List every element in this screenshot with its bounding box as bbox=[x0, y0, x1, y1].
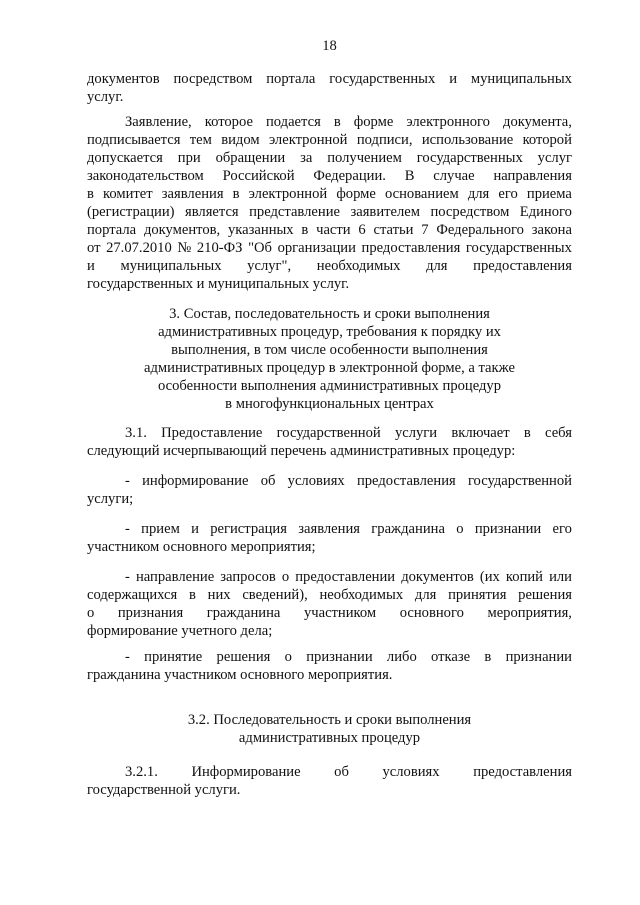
section-3-heading-line-4: административных процедур в электронной форме, а также bbox=[144, 360, 515, 376]
word: законодательством bbox=[87, 168, 204, 184]
word: в bbox=[333, 114, 341, 130]
word: его bbox=[552, 521, 572, 537]
word: предоставления bbox=[361, 240, 461, 256]
word: предоставления bbox=[356, 473, 456, 489]
word: информирование bbox=[142, 473, 249, 489]
para-3-2-1-line-1 bbox=[125, 763, 572, 781]
word: приема bbox=[526, 186, 572, 202]
word: о bbox=[456, 521, 464, 537]
word: услуг", bbox=[247, 258, 292, 274]
word: о bbox=[87, 605, 95, 621]
word: которой bbox=[522, 132, 572, 148]
list-item-3-line-4: формирование учетного дела; bbox=[87, 623, 273, 639]
para-application-line-9 bbox=[87, 257, 572, 275]
word: электронной bbox=[268, 132, 348, 148]
word: принятия bbox=[448, 587, 507, 603]
word: В bbox=[404, 168, 415, 184]
word: обращении bbox=[215, 150, 286, 166]
para-application-line-3 bbox=[87, 149, 572, 167]
word: или bbox=[549, 569, 572, 585]
word: электронного bbox=[406, 114, 490, 130]
word: условиях bbox=[287, 473, 345, 489]
word: решения bbox=[216, 649, 271, 665]
word: 7 bbox=[421, 222, 429, 238]
word: отказе bbox=[431, 649, 471, 665]
word: посредством bbox=[173, 71, 253, 87]
section-3-heading-line-5: особенности выполнения административных процедур bbox=[157, 378, 502, 394]
word: в bbox=[232, 186, 240, 202]
word: государственных bbox=[329, 71, 436, 87]
word: основного bbox=[399, 605, 464, 621]
list-item-3-line-2 bbox=[87, 586, 572, 604]
para-application-line-7 bbox=[87, 221, 572, 239]
section-3-2-heading-line-2: административных процедур bbox=[238, 730, 421, 746]
word: участником bbox=[303, 605, 377, 621]
word: (регистрации) bbox=[87, 204, 175, 220]
word: видом bbox=[221, 132, 260, 148]
word: подписывается bbox=[87, 132, 181, 148]
intro-line-2: услуг. bbox=[87, 89, 124, 105]
word: электронной bbox=[248, 186, 328, 202]
word: гражданина bbox=[206, 605, 281, 621]
intro-line-1 bbox=[87, 70, 572, 88]
word: форме bbox=[336, 186, 376, 202]
word: 3.2.1. bbox=[125, 764, 158, 780]
word: 6 bbox=[358, 222, 366, 238]
word: подается bbox=[265, 114, 321, 130]
word: его bbox=[498, 186, 518, 202]
list-item-3-line-3 bbox=[87, 604, 572, 622]
word: в bbox=[87, 186, 94, 202]
word: решения bbox=[518, 587, 572, 603]
word: запросов bbox=[220, 569, 276, 585]
word: предоставления bbox=[473, 764, 572, 780]
para-application-line-8 bbox=[87, 239, 572, 257]
page-number: 18 bbox=[322, 38, 337, 54]
word: № bbox=[177, 240, 192, 256]
word: (их bbox=[479, 569, 500, 585]
word: признании bbox=[505, 649, 572, 665]
word: указанных bbox=[228, 222, 294, 238]
word: является bbox=[185, 204, 239, 220]
word: для bbox=[414, 587, 437, 603]
word: государственных bbox=[416, 150, 523, 166]
word: для bbox=[467, 186, 490, 202]
word: направления bbox=[493, 168, 572, 184]
word: о bbox=[281, 569, 290, 585]
word: портала bbox=[87, 222, 137, 238]
word: в bbox=[188, 587, 196, 603]
word: при bbox=[177, 150, 201, 166]
word: предоставления bbox=[473, 258, 572, 274]
word: них bbox=[207, 587, 231, 603]
word: части bbox=[316, 222, 351, 238]
word: получением bbox=[327, 150, 402, 166]
word: и bbox=[191, 521, 199, 537]
word: Федерации. bbox=[313, 168, 386, 184]
word: Российской bbox=[222, 168, 295, 184]
section-3-heading-line-6: в многофункциональных центрах bbox=[225, 396, 434, 412]
list-item-4-line-1 bbox=[125, 648, 572, 666]
section-3-2-heading-line-1: 3.2. Последовательность и сроки выполнения bbox=[187, 712, 472, 728]
para-application-line-5 bbox=[87, 185, 572, 203]
word: заявителем bbox=[350, 204, 420, 220]
word: условиях bbox=[382, 764, 440, 780]
word: гражданина bbox=[371, 521, 445, 537]
word: Предоставление bbox=[161, 425, 263, 441]
word: признания bbox=[117, 605, 184, 621]
word: в bbox=[523, 425, 531, 441]
word: для bbox=[426, 258, 448, 274]
word: Заявление, bbox=[125, 114, 192, 130]
word: - bbox=[125, 521, 130, 537]
list-item-3-line-1 bbox=[125, 568, 572, 586]
word: представление bbox=[249, 204, 340, 220]
word: предоставлении bbox=[295, 569, 396, 585]
word: об bbox=[260, 473, 276, 489]
word: комитет bbox=[103, 186, 153, 202]
word: в bbox=[301, 222, 309, 238]
word: об bbox=[334, 764, 349, 780]
word: документов bbox=[401, 569, 474, 585]
word: заявления bbox=[161, 186, 224, 202]
list-item-1-line-1 bbox=[125, 472, 572, 490]
word: за bbox=[300, 150, 313, 166]
word: прием bbox=[141, 521, 180, 537]
word: муниципальных bbox=[470, 71, 572, 87]
word: мероприятия, bbox=[487, 605, 572, 621]
word: необходимых bbox=[319, 587, 404, 603]
list-item-2-line-1 bbox=[125, 520, 572, 538]
word: принятие bbox=[144, 649, 203, 665]
para-3-2-1-line-2: государственной услуги. bbox=[87, 782, 241, 798]
word: портала bbox=[266, 71, 316, 87]
word: и bbox=[449, 71, 457, 87]
para-3-1-line-1 bbox=[125, 424, 572, 442]
word: о bbox=[284, 649, 292, 665]
word: себя bbox=[545, 425, 572, 441]
word: 3.1. bbox=[125, 425, 147, 441]
word: от bbox=[87, 240, 101, 256]
para-application-line-10: государственных и муниципальных услуг. bbox=[87, 276, 350, 292]
word: документов, bbox=[143, 222, 221, 238]
word: признании bbox=[474, 521, 542, 537]
word: услуг bbox=[537, 150, 572, 166]
word: муниципальных bbox=[120, 258, 222, 274]
section-3-heading-line-3: выполнения, в том числе особенности выполнения bbox=[171, 342, 488, 358]
word: подписи, bbox=[356, 132, 413, 148]
word: копий bbox=[505, 569, 543, 585]
word: документов bbox=[87, 71, 160, 87]
word: сведений), bbox=[242, 587, 308, 603]
word: статьи bbox=[373, 222, 414, 238]
word: 27.07.2010 bbox=[106, 240, 172, 256]
list-item-4-line-2: гражданина участником основного мероприятия. bbox=[87, 667, 393, 683]
word: государственной bbox=[467, 473, 572, 489]
word: либо bbox=[386, 649, 417, 665]
word: признании bbox=[306, 649, 373, 665]
para-application-line-4 bbox=[87, 167, 572, 185]
word: форме bbox=[353, 114, 394, 130]
word: - bbox=[125, 569, 130, 585]
word: основанием bbox=[384, 186, 459, 202]
word: случае bbox=[433, 168, 475, 184]
section-3-heading-line-2: административных процедур, требования к порядку их bbox=[158, 324, 501, 340]
list-item-2-line-2: участником основного мероприятия; bbox=[87, 539, 316, 555]
section-3-heading-line-1: 3. Состав, последовательность и сроки выполнения bbox=[169, 306, 490, 322]
word: Единого bbox=[519, 204, 572, 220]
word: необходимых bbox=[316, 258, 401, 274]
word: которое bbox=[204, 114, 253, 130]
word: тем bbox=[189, 132, 212, 148]
word: документа, bbox=[503, 114, 572, 130]
para-application-line-2 bbox=[87, 131, 572, 149]
word: содержащихся bbox=[87, 587, 178, 603]
word: заявления bbox=[298, 521, 360, 537]
word: организации bbox=[277, 240, 356, 256]
word: "Об bbox=[248, 240, 272, 256]
word: закона bbox=[531, 222, 572, 238]
word: услуги bbox=[394, 425, 438, 441]
word: и bbox=[87, 258, 95, 274]
word: регистрация bbox=[210, 521, 287, 537]
word: - bbox=[125, 473, 130, 489]
word: в bbox=[484, 649, 492, 665]
word: - bbox=[125, 649, 130, 665]
word: допускается bbox=[87, 150, 163, 166]
word: государственной bbox=[276, 425, 381, 441]
list-item-1-line-2: услуги; bbox=[87, 491, 134, 507]
word: государственных bbox=[465, 240, 572, 256]
word: направление bbox=[135, 569, 215, 585]
word: включает bbox=[451, 425, 510, 441]
word: Федерального bbox=[436, 222, 524, 238]
para-3-1-line-2: следующий исчерпывающий перечень административных процедур: bbox=[87, 443, 516, 459]
word: Информирование bbox=[191, 764, 301, 780]
word: использование bbox=[421, 132, 514, 148]
para-application-line-1 bbox=[125, 113, 572, 131]
word: 210-ФЗ bbox=[196, 240, 243, 256]
para-application-line-6 bbox=[87, 203, 572, 221]
word: посредством bbox=[430, 204, 510, 220]
